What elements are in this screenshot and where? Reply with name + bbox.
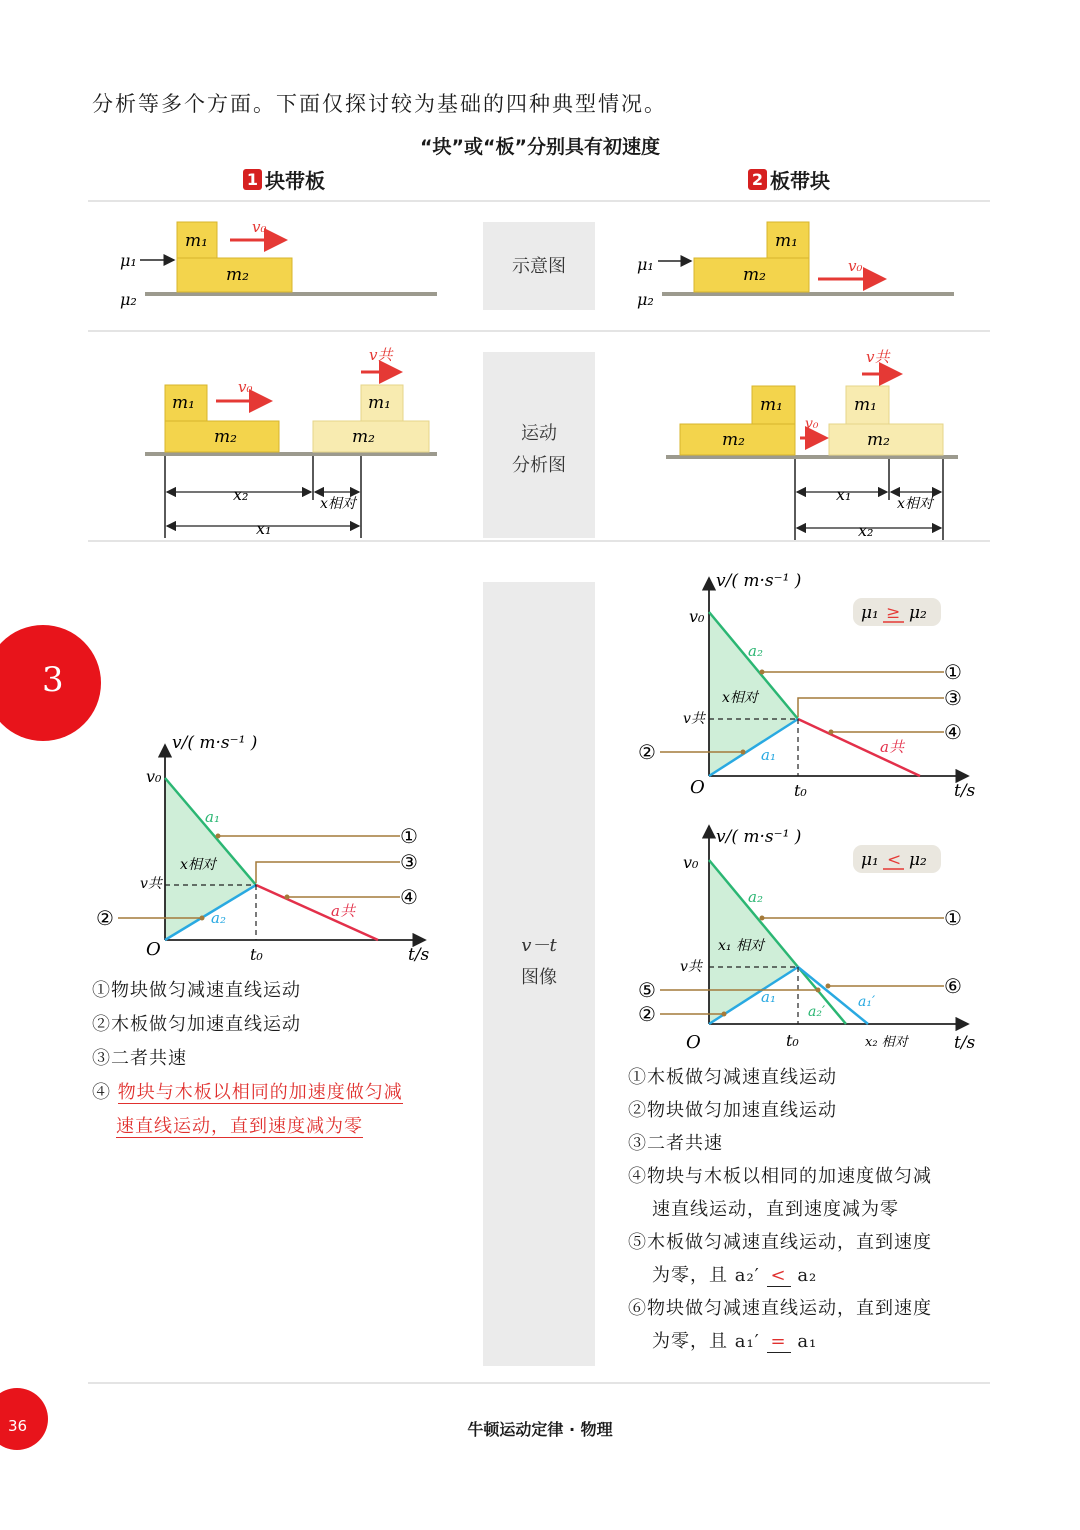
case-1-number: 1 (243, 169, 262, 190)
right-note-5a: ⑤木板做匀减速直线运动，直到速度 (628, 1232, 932, 1253)
marker-2: ② (638, 740, 656, 764)
right-note-5b (628, 1259, 932, 1292)
marker-1: ① (944, 906, 962, 930)
y-axis-label: v/( m·s⁻¹ ) (716, 571, 802, 591)
marker-2: ② (638, 1002, 656, 1026)
label-mu1: μ₁ (637, 255, 654, 274)
row-label-vt-line2: 图像 (521, 967, 557, 988)
marker-3: ③ (400, 850, 418, 874)
label-x1: x₁ (256, 519, 272, 538)
label-m2: m₂ (226, 265, 249, 285)
right-note-6b (628, 1325, 932, 1358)
left-note-4-number: ④ (92, 1082, 111, 1103)
page-number: 36 (8, 1417, 28, 1435)
right-note-4a: ④物块与木板以相同的加速度做匀减 (628, 1166, 932, 1187)
a1-label: a₁ (205, 808, 220, 826)
left-note-3: ③二者共速 (92, 1048, 187, 1069)
label-m1: m₁ (854, 395, 877, 415)
right-note-6a: ⑥物块做匀减速直线运动，直到速度 (628, 1298, 932, 1319)
label-mu1: μ₁ (120, 251, 137, 270)
label-m2: m₂ (352, 427, 375, 447)
a1-label: a₁ (761, 988, 776, 1006)
marker-3: ③ (944, 686, 962, 710)
marker-5: ⑤ (638, 978, 656, 1002)
label-m2: m₂ (722, 430, 745, 450)
a1-prime-label: a₁′ (858, 994, 876, 1010)
right-note-5b-op: < (767, 1265, 791, 1287)
x1-rel-label: x₁ 相对 (718, 938, 764, 954)
label-m1: m₁ (185, 231, 208, 251)
label-v0: v₀ (805, 416, 819, 432)
marker-1: ① (944, 660, 962, 684)
row-label-schematic: 示意图 (512, 256, 566, 277)
condition-op: ≥ (886, 603, 901, 623)
t0-label: t₀ (250, 945, 263, 964)
x-axis-label: t/s (954, 1033, 976, 1053)
label-v-common: v共 (866, 348, 890, 366)
vt-graph-left (96, 733, 430, 965)
right-note-2: ②物块做匀加速直线运动 (628, 1100, 837, 1121)
vt-graph-right-bottom (638, 826, 976, 1053)
row-label-vt-line1: v－t (521, 935, 557, 956)
pointer-dot (200, 916, 205, 921)
t0-label: t₀ (786, 1031, 799, 1050)
v-common-label: v共 (680, 959, 702, 975)
left-note-2: ②木板做匀加速直线运动 (92, 1014, 301, 1035)
pointer-dot (741, 750, 746, 755)
common-velocity-line (256, 885, 378, 940)
left-note-4-cont (92, 1110, 403, 1144)
a-common-label: a共 (880, 738, 904, 756)
section-subtitle: “块”或“板”分别具有初速度 (420, 136, 660, 158)
motion-left (145, 346, 437, 538)
a2-prime-label: a₂′ (808, 1004, 826, 1020)
y-axis-label: v/( m·s⁻¹ ) (172, 733, 258, 753)
label-v0: v₀ (238, 378, 253, 396)
y-axis-label: v/( m·s⁻¹ ) (716, 827, 802, 847)
row-label-motion-line2: 分析图 (512, 455, 566, 476)
label-x2: x₂ (233, 485, 249, 504)
label-mu2: μ₂ (637, 290, 654, 309)
right-notes (628, 1061, 932, 1358)
v-common-label: v共 (140, 876, 162, 892)
label-m1: m₁ (172, 393, 195, 413)
condition-right: μ₂ (909, 850, 927, 870)
label-m1: m₁ (775, 231, 798, 251)
ground-line (662, 292, 954, 296)
origin-label: O (690, 777, 705, 798)
left-note-4-line1: 物块与木板以相同的加速度做匀减 (117, 1082, 403, 1103)
label-m1: m₁ (760, 395, 783, 415)
origin-label: O (686, 1032, 701, 1053)
label-x-rel: x相对 (897, 496, 933, 512)
right-note-6b-post: a₁ (797, 1331, 818, 1352)
x-rel-label: x相对 (722, 690, 758, 706)
intro-text: 分析等多个方面。下面仅探讨较为基础的四种典型情况。 (92, 92, 667, 116)
pointer-dot (285, 895, 290, 900)
a2-label: a₂ (748, 888, 763, 906)
marker-6: ⑥ (944, 974, 962, 998)
v0-label: v₀ (146, 767, 162, 786)
vt-graph-right-top (638, 571, 976, 801)
ground-line (145, 452, 437, 456)
label-v-common: v共 (369, 346, 393, 364)
case-1-title: 块带板 (265, 169, 325, 193)
a2-label: a₂ (748, 642, 763, 660)
ground-line (666, 455, 958, 459)
condition-left: μ₁ (861, 850, 879, 870)
label-v0: v₀ (252, 218, 267, 236)
a1-label: a₁ (761, 746, 776, 764)
marker-4: ④ (944, 720, 962, 744)
label-m2: m₂ (214, 427, 237, 447)
marker-2: ② (96, 906, 114, 930)
right-note-1: ①木板做匀减速直线运动 (628, 1067, 837, 1088)
pointer-dot (816, 988, 821, 993)
v0-label: v₀ (683, 853, 699, 872)
label-mu2: μ₂ (120, 290, 137, 309)
label-x1: x₁ (836, 485, 852, 504)
ground-line (145, 292, 437, 296)
marker-1: ① (400, 824, 418, 848)
label-m2: m₂ (743, 265, 766, 285)
origin-label: O (146, 939, 161, 960)
right-note-6b-pre: 为零，且 a₁′ (652, 1331, 760, 1352)
pointer-dot (829, 730, 834, 735)
x-axis-label: t/s (954, 781, 976, 801)
right-note-5b-pre: 为零，且 a₂′ (652, 1265, 760, 1286)
right-note-5b-post: a₂ (797, 1265, 818, 1286)
pointer-dot (826, 984, 831, 989)
footer-title: 牛顿运动定律 · 物理 (467, 1420, 613, 1439)
pointer-dot (760, 916, 765, 921)
left-note-4-line2: 速直线运动，直到速度减为零 (116, 1116, 363, 1137)
pointer-dot (216, 834, 221, 839)
a-common-label: a共 (331, 902, 355, 920)
x-axis-label: t/s (408, 945, 430, 965)
row-label-motion-line1: 运动 (521, 423, 557, 444)
marker-4: ④ (400, 885, 418, 909)
pointer-dot (760, 670, 765, 675)
left-note-4 (92, 1076, 403, 1110)
t0-label: t₀ (794, 781, 807, 800)
a2-label: a₂ (211, 909, 226, 927)
case-2-title: 板带块 (770, 169, 830, 193)
pointer-dot (722, 1012, 727, 1017)
right-note-4b: 速直线运动，直到速度减为零 (652, 1199, 899, 1220)
right-note-6b-op: = (767, 1331, 791, 1353)
left-notes (92, 974, 403, 1144)
condition-left: μ₁ (861, 603, 879, 623)
x2-rel-label: x₂ 相对 (865, 1035, 908, 1050)
label-x2: x₂ (858, 521, 874, 540)
label-m2: m₂ (867, 430, 890, 450)
v0-label: v₀ (689, 607, 705, 626)
case-2-number: 2 (748, 169, 767, 190)
chapter-number: 3 (42, 660, 64, 700)
label-v0: v₀ (848, 257, 863, 275)
condition-right: μ₂ (909, 603, 927, 623)
x-rel-label: x相对 (180, 857, 216, 873)
pointer-3 (798, 698, 944, 717)
motion-right (666, 348, 958, 540)
schematic-right (637, 222, 954, 309)
v-common-label: v共 (683, 711, 705, 727)
schematic-left (120, 218, 437, 309)
label-x-rel: x相对 (320, 496, 356, 512)
left-note-1: ①物块做匀减速直线运动 (92, 980, 301, 1001)
right-note-3: ③二者共速 (628, 1133, 723, 1154)
label-m1: m₁ (368, 393, 391, 413)
pointer-3 (256, 862, 400, 883)
condition-op: < (887, 850, 902, 870)
